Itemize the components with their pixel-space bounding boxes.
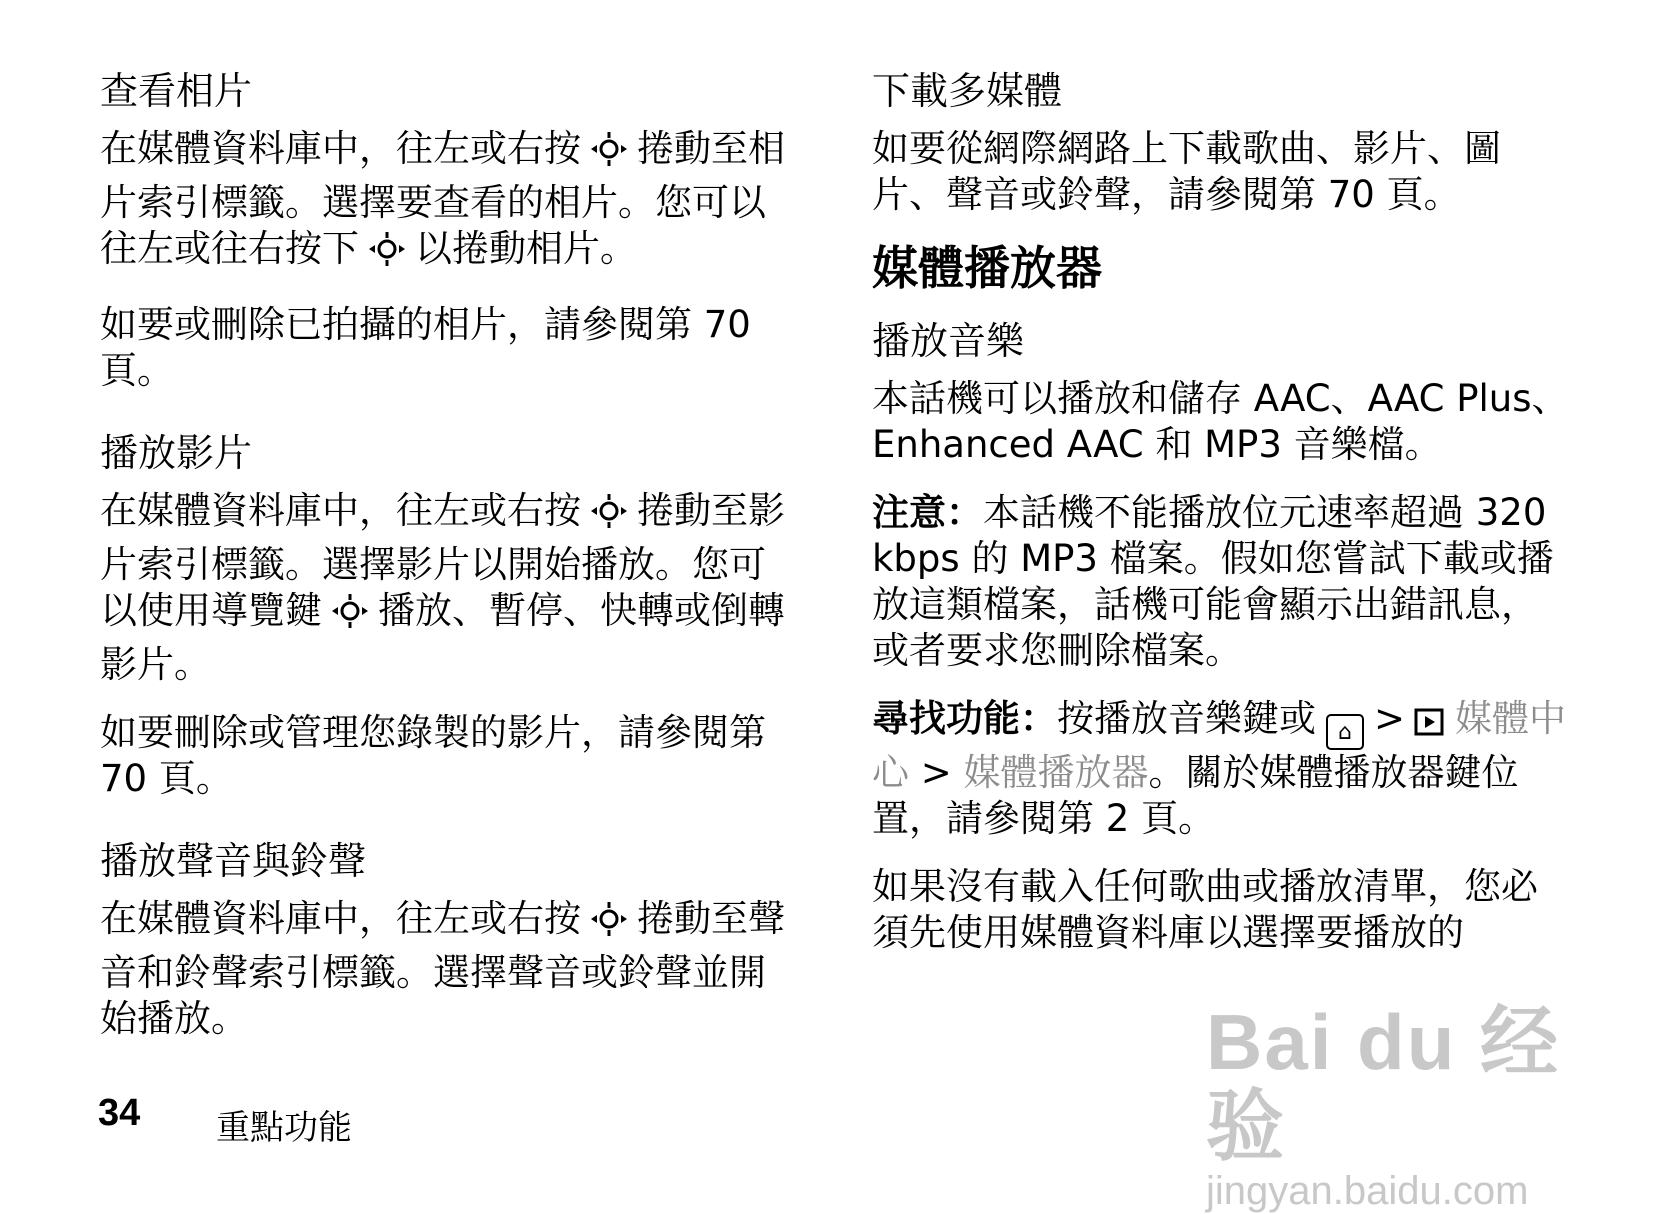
view-photos-paragraph: [100, 126, 790, 280]
find-text-end: 。關於媒體播放器鍵位置，請參閱第 2 頁。: [872, 751, 1519, 840]
nav-key-icon: [589, 129, 629, 180]
note-paragraph: [872, 490, 1572, 674]
play-video-heading: 播放影片: [100, 431, 253, 475]
note-text: 本話機不能播放位元速率超過 320 kbps 的 MP3 檔案。假如您嘗試下載或播放這類檔案，話機可能會顯示出錯訊息，或者要求您刪除檔案。: [872, 491, 1554, 672]
play-video-note: 如要刪除或管理您錄製的影片，請參閱第 70 頁。: [100, 711, 766, 800]
play-sound-heading: 播放聲音與鈴聲: [100, 839, 367, 883]
text-segment: 以捲動相片。: [415, 227, 637, 270]
text-segment: 播放、暫停、快轉或倒轉影片。: [100, 589, 785, 686]
text-segment: 捲動至相片索引標籤。選擇要查看的相片。您可以往左或往右按下: [100, 127, 785, 270]
page-number: 34: [98, 1092, 141, 1134]
download-paragraph: 如要從網際網路上下載歌曲、影片、圖片、聲音或鈴聲，請參閱第 70 頁。: [872, 127, 1501, 216]
text-segment: 在媒體資料庫中，往左或右按: [100, 127, 581, 170]
nav-key-icon: [330, 591, 370, 642]
find-feature-paragraph: [872, 696, 1572, 842]
home-key-icon: ⌂: [1326, 714, 1364, 750]
menu-separator: >: [920, 751, 952, 794]
note-label: 注意：: [872, 491, 983, 534]
right-column: [872, 68, 1572, 978]
nav-key-icon: [589, 491, 629, 542]
watermark-brand: Bai du 经验: [1206, 998, 1561, 1170]
download-heading: 下載多媒體: [872, 69, 1063, 113]
left-column: [100, 68, 790, 1064]
play-video-paragraph: [100, 488, 790, 688]
menu-media-player: 媒體播放器: [963, 751, 1149, 794]
text-segment: 在媒體資料庫中，往左或右按: [100, 897, 581, 940]
watermark-url: jingyan.baidu.com: [1206, 1169, 1529, 1213]
section-title: 重點功能: [216, 1108, 352, 1148]
baidu-watermark: [1206, 998, 1596, 1213]
nav-key-icon: [367, 229, 407, 280]
media-player-heading: 媒體播放器: [872, 241, 1102, 295]
play-music-heading: 播放音樂: [872, 319, 1025, 363]
find-text: 按播放音樂鍵或: [1057, 697, 1316, 740]
text-segment: 在媒體資料庫中，往左或右按: [100, 489, 581, 532]
menu-media-center: 媒體中心: [872, 697, 1567, 794]
view-photos-note: 如要或刪除已拍攝的相片，請參閱第 70 頁。: [100, 303, 751, 392]
find-label: 尋找功能：: [872, 697, 1057, 740]
view-photos-heading: 查看相片: [100, 69, 253, 113]
play-music-paragraph: 本話機可以播放和儲存 AAC、AAC Plus、Enhanced AAC 和 MP3 音樂檔。: [872, 377, 1569, 466]
nav-key-icon: [589, 899, 629, 950]
last-paragraph: 如果沒有載入任何歌曲或播放清單，您必須先使用媒體資料庫以選擇要播放的: [872, 865, 1538, 954]
text-segment: 捲動至影片索引標籤。選擇影片以開始播放。您可以使用導覽鍵: [100, 489, 785, 632]
menu-separator: >: [1374, 697, 1406, 740]
text-segment: 捲動至聲音和鈴聲索引標籤。選擇聲音或鈴聲並開始播放。: [100, 897, 785, 1040]
media-play-icon: [1413, 704, 1447, 750]
play-sound-paragraph: [100, 896, 790, 1042]
